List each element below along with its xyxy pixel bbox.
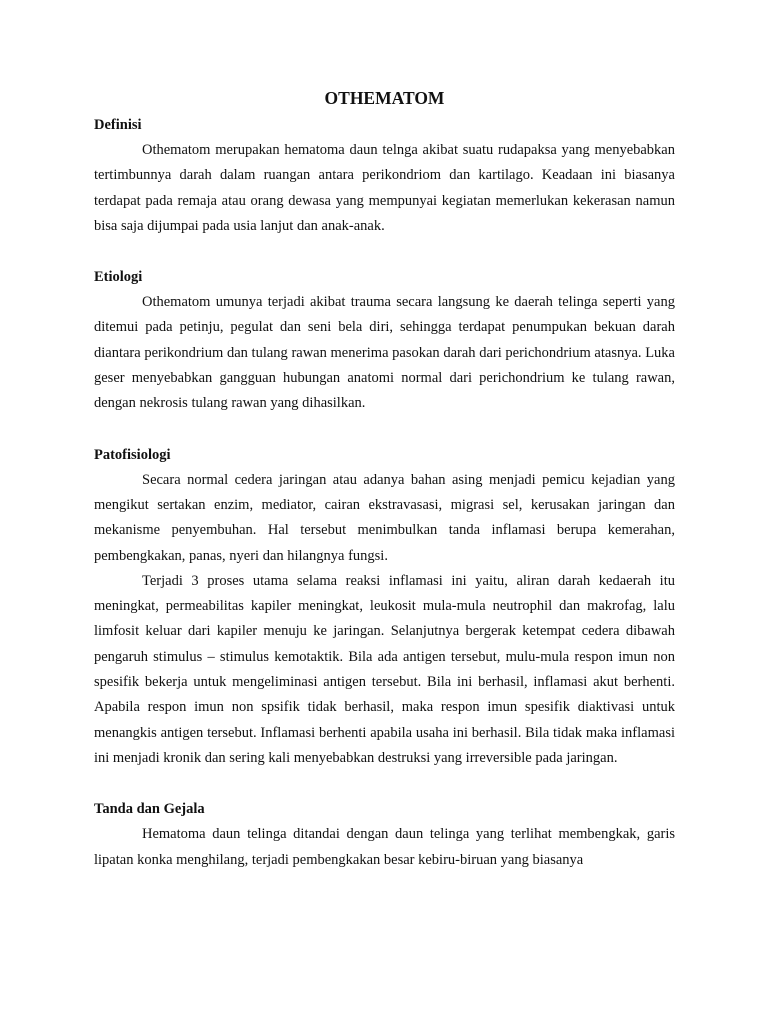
section-definisi — [94, 112, 675, 239]
section-tanda-dan-gejala — [94, 796, 675, 873]
section-heading-definisi: Definisi — [94, 117, 142, 133]
section-gap — [94, 417, 675, 442]
paragraph-tanda-dan-gejala: Hematoma daun telinga ditandai dengan daun telinga yang terlihat membengkak, garis lipatan konka menghilang, terjadi pembengkakan besar kebiru-biruan yang biasanya — [94, 826, 675, 868]
paragraph-patofisiologi-1: Secara normal cedera jaringan atau adanya bahan asing menjadi pemicu kejadian yang mengikut sertakan enzim, mediator, cairan ekstravasasi, migrasi sel, kerusakan jaringan dan mekanisme penyembuhan. Hal tersebut menimbulkan tanda inflamasi berupa kemerahan, pembengkakan, panas, nyeri dan hilangnya fungsi. — [94, 471, 675, 564]
section-gap — [94, 771, 675, 796]
section-heading-patofisiologi: Patofisiologi — [94, 446, 171, 463]
paragraph-definisi: Othematom merupakan hematoma daun telnga akibat suatu rudapaksa yang menyebabkan tertimbunnya darah dalam ruangan antara perikondriom dan kartilago. Keadaan ini biasanya terdapat pada remaja atau orang dewasa yang mempunyai kegiatan memerlukan kekerasan namun bisa saja dijumpai pada usia lanjut dan anak-anak. — [94, 142, 675, 234]
paragraph-patofisiologi-2: Terjadi 3 proses utama selama reaksi inflamasi ini yaitu, aliran darah kedaerah itu meningkat, permeabilitas kapiler meningkat, leukosit mula-mula neutrophil dan makrofag, lalu limfosit keluar dari kapiler menuju ke jaringan. Selanjutnya bergerak ketempat cedera dibawah pengaruh stimulus – stimulus kemotaktik. Bila ada antigen tersebut, mulu-mula respon imun non spesifik bekerja untuk mengeliminasi antigen tersebut. Bila ini berhasil, inflamasi akut berhenti. Apabila respon imun non spsifik tidak berhasil, maka respon imun spesifik diaktivasi untuk menangkis antigen tersebut. Inflamasi berhenti apabila usaha ini berhasil. Bila tidak maka inflamasi ini menjadi kronik dan sering kali menyebabkan destruksi yang irreversible pada jaringan. — [94, 572, 675, 766]
document-title: OTHEMATOM — [324, 88, 445, 108]
paragraph-etiologi: Othematom umunya terjadi akibat trauma secara langsung ke daerah telinga seperti yang ditemui pada petinju, pegulat dan seni bela diri, sehingga terdapat penumpukan bekuan darah diantara perikondrium dan tulang rawan menerima pasokan darah dari perichondrium atasnya. Luka geser menyebabkan gangguan hubungan anatomi normal dari perichondrium ke tulang rawan, dengan nekrosis tulang rawan yang dihasilkan. — [94, 294, 675, 412]
page-content — [94, 84, 675, 873]
section-patofisiologi — [94, 442, 675, 772]
section-heading-etiologi: Etiologi — [94, 269, 143, 286]
section-etiologi — [94, 264, 675, 416]
section-gap — [94, 239, 675, 264]
section-heading-tanda-dan-gejala: Tanda dan Gejala — [94, 801, 205, 818]
